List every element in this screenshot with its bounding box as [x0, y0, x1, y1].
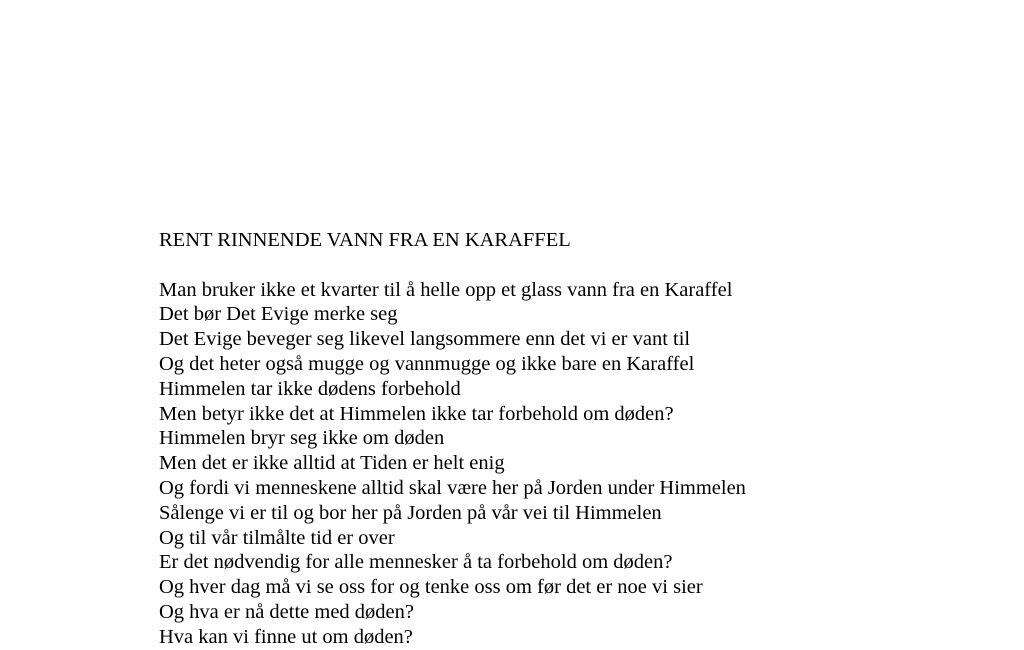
poem-line: Er det nødvendig for alle mennesker å ta forbehold om døden?	[159, 551, 673, 574]
poem-line: Det bør Det Evige merke seg	[159, 303, 398, 326]
poem-line: Man bruker ikke et kvarter til å helle opp et glass vann fra en Karaffel	[159, 278, 733, 301]
poem-line: Og til vår tilmålte tid er over	[159, 526, 395, 549]
poem-text-block	[159, 228, 999, 650]
poem-line: Og det heter også mugge og vannmugge og ikke bare en Karaffel	[159, 352, 695, 375]
poem-line: Himmelen bryr seg ikke om døden	[159, 427, 445, 450]
poem-line: Men det er ikke alltid at Tiden er helt enig	[159, 452, 505, 475]
poem-line: Og hver dag må vi se oss for og tenke oss om før det er noe vi sier	[159, 576, 703, 599]
poem-line: Sålenge vi er til og bor her på Jorden på vår vei til Himmelen	[159, 501, 662, 524]
poem-line: Og hva er nå dette med døden?	[159, 600, 415, 623]
poem-title: RENT RINNENDE VANN FRA EN KARAFFEL	[159, 229, 571, 251]
poem-line: Og fordi vi menneskene alltid skal være her på Jorden under Himmelen	[159, 476, 746, 499]
poem-line: Det Evige beveger seg likevel langsommere enn det vi er vant til	[159, 328, 691, 351]
poem-line: Hva kan vi finne ut om døden?	[159, 625, 413, 648]
title-spacer	[159, 253, 999, 278]
poem-line: Men betyr ikke det at Himmelen ikke tar forbehold om døden?	[159, 402, 674, 425]
poem-line: Himmelen tar ikke dødens forbehold	[159, 377, 461, 400]
